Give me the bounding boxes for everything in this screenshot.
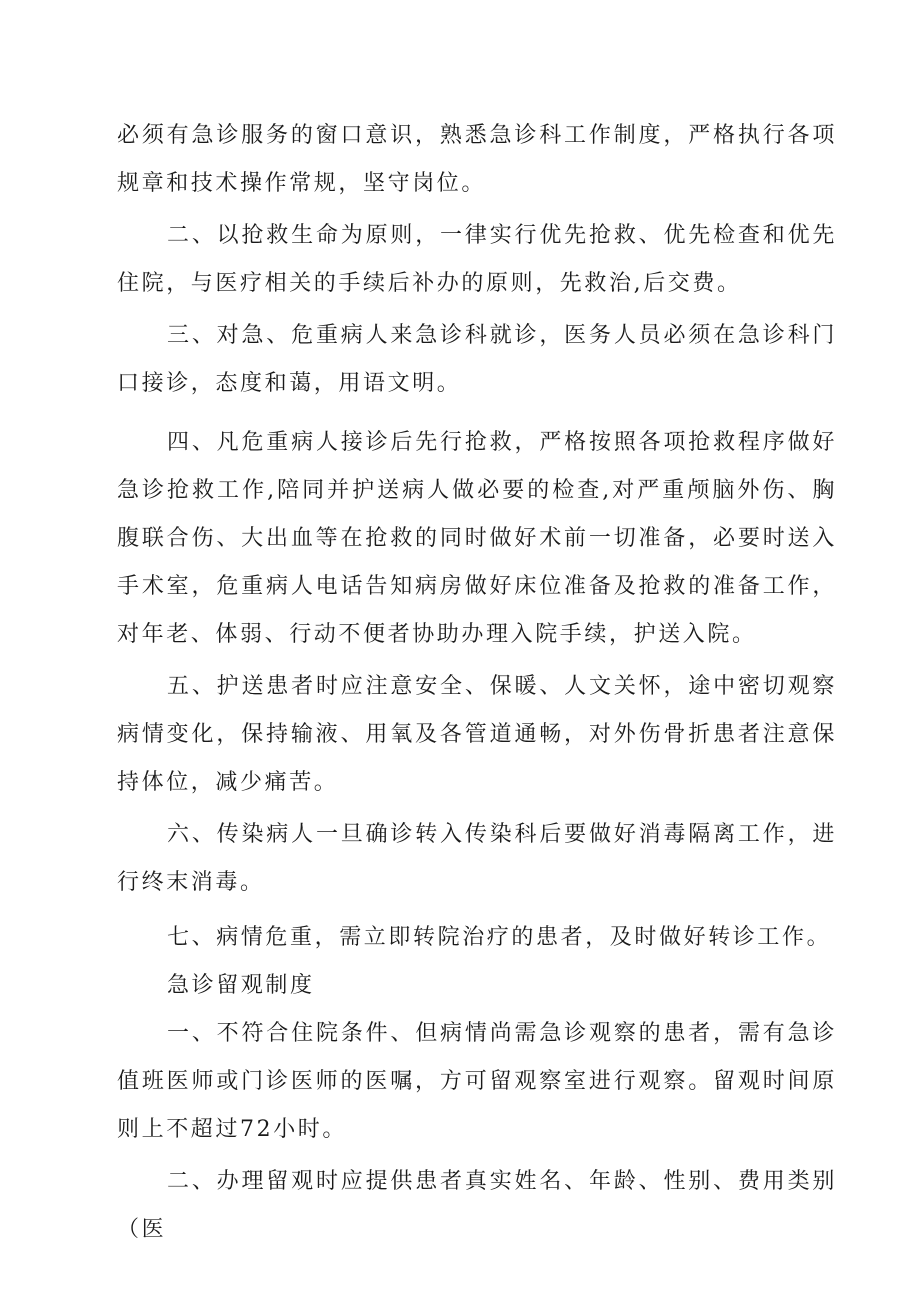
paragraph-rule-6: 六、传染病人一旦确诊转入传染科后要做好消毒隔离工作，进行终末消毒。: [117, 822, 837, 895]
paragraph-observation-2: 二、办理留观时应提供患者真实姓名、年龄、性别、费用类别（医: [117, 1169, 837, 1242]
paragraph-rule-2: 二、以抢救生命为原则，一律实行优先抢救、优先检查和优先住院，与医疗相关的手续后补办的原则，先救治,后交费。: [117, 223, 837, 296]
section-heading-observation: 急诊留观制度: [167, 973, 315, 998]
paragraph-rule-7: 七、病情危重，需立即转院治疗的患者，及时做好转诊工作。: [167, 925, 832, 950]
paragraph-rule-5: 五、护送患者时应注意安全、保暖、人文关怀，途中密切观察病情变化，保持输液、用氧及各管道通畅，对外伤骨折患者注意保持体位，减少痛苦。: [117, 674, 837, 795]
paragraph-rule-4: 四、凡危重病人接诊后先行抢救，严格按照各项抢救程序做好急诊抢救工作,陪同并护送病人做必要的检查,对严重颅脑外伤、胸腹联合伤、大出血等在抢救的同时做好术前一切准备，必要时送入手术室，危重病人电话告知病房做好床位准备及抢救的准备工作，对年老、体弱、行动不便者协助办理入院手续，护送入院。: [117, 430, 837, 647]
document-body: [117, 112, 837, 1254]
paragraph-rule-3: 三、对急、危重病人来急诊科就诊，医务人员必须在急诊科门口接诊，态度和蔼，用语文明。: [117, 323, 837, 396]
paragraph-observation-1: 一、不符合住院条件、但病情尚需急诊观察的患者，需有急诊值班医师或门诊医师的医嘱，方可留观察室进行观察。留观时间原则上不超过72小时。: [117, 1021, 837, 1142]
paragraph-continuation: 必须有急诊服务的窗口意识，熟悉急诊科工作制度，严格执行各项规章和技术操作常规，坚守岗位。: [117, 123, 837, 196]
